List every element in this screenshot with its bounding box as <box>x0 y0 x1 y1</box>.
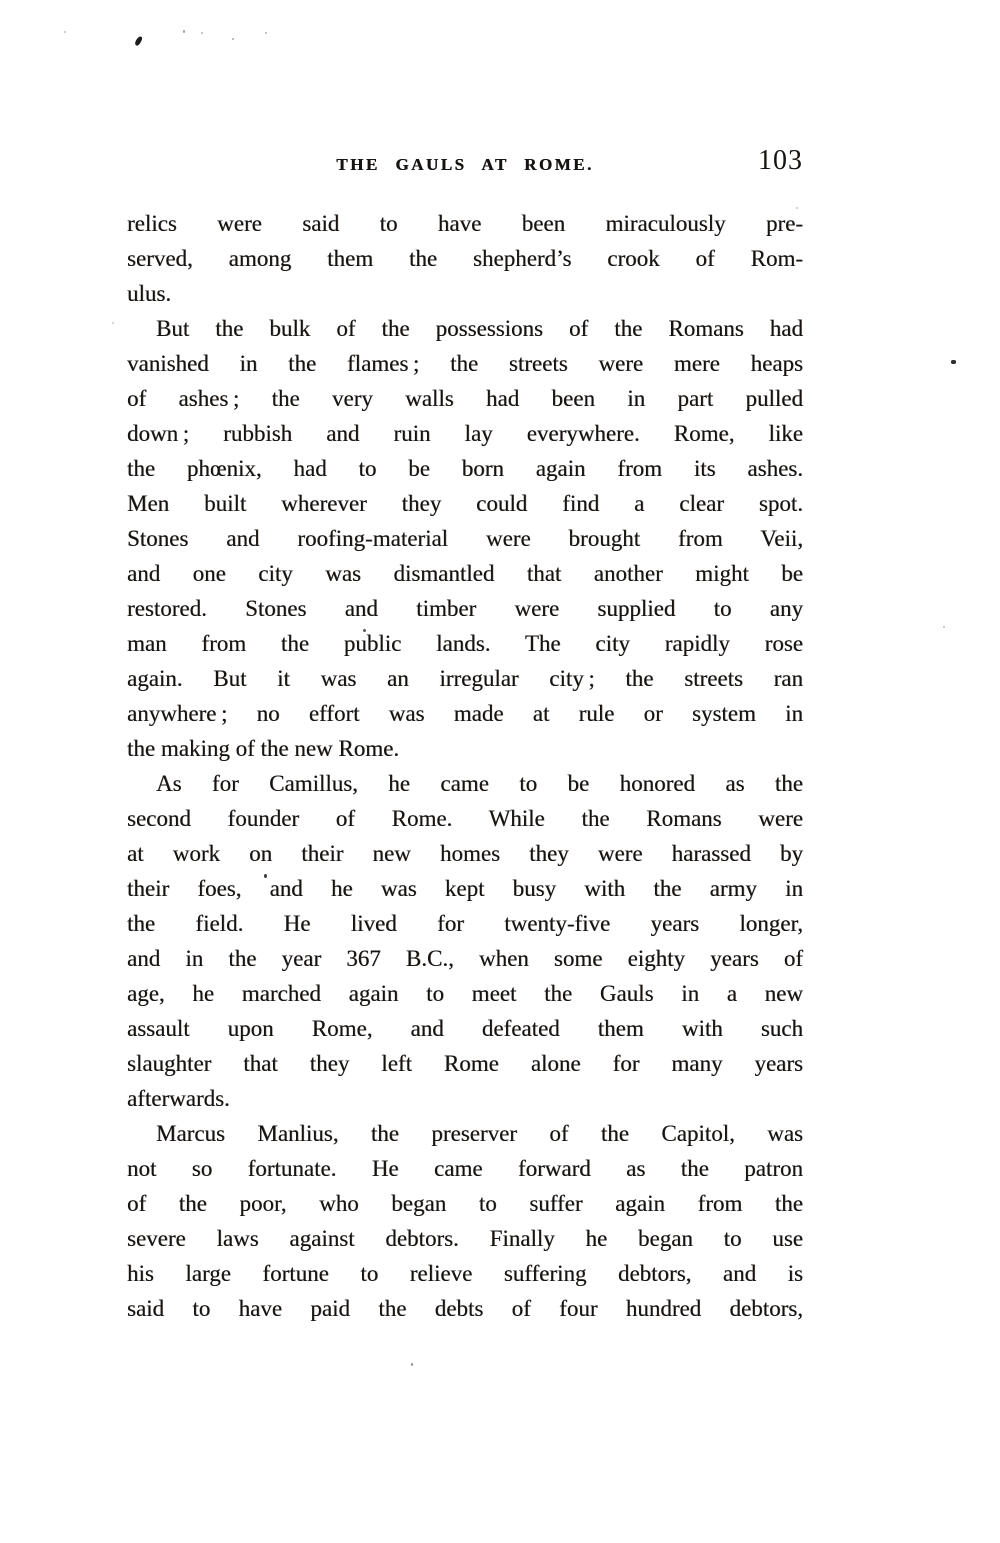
text-line: not so fortunate. He came forward as the patron <box>127 1156 803 1181</box>
scan-speck <box>951 360 956 364</box>
running-title: THE GAULS AT ROME. <box>336 155 594 174</box>
scan-speck <box>64 31 66 33</box>
paragraph <box>127 1116 803 1326</box>
text-line: served, among them the shepherd’s crook of Rom- <box>127 246 803 271</box>
text-line: age, he marched again to meet the Gauls in a new <box>127 981 803 1006</box>
text-line: their foes, and he was kept busy with the army in <box>127 876 803 901</box>
text-line: at work on their new homes they were harassed by <box>127 841 803 866</box>
text-line: of the poor, who began to suffer again from the <box>127 1191 803 1216</box>
paragraph <box>127 206 803 311</box>
scan-speck <box>183 30 185 33</box>
text-line: second founder of Rome. While the Romans were <box>127 806 803 831</box>
page-number: 103 <box>758 145 803 176</box>
paragraph <box>127 766 803 1116</box>
scan-speck <box>232 38 234 40</box>
text-line: As for Camillus, he came to be honored as the <box>156 771 803 796</box>
text-line: and one city was dismantled that another might be <box>127 561 803 586</box>
text-line: the field. He lived for twenty-five years longer, <box>127 911 803 936</box>
text-line: and in the year 367 B.C., when some eighty years of <box>127 946 803 971</box>
text-line: Men built wherever they could find a clear spot. <box>127 491 803 516</box>
text-line: But the bulk of the possessions of the Romans had <box>156 316 803 341</box>
text-line: Stones and roofing-material were brought from Veii, <box>127 526 803 551</box>
scan-speck <box>943 626 945 628</box>
text-line: slaughter that they left Rome alone for many years <box>127 1051 803 1076</box>
text-line: again. But it was an irregular city ; the streets ran <box>127 666 803 691</box>
text-line: down ; rubbish and ruin lay everywhere. Rome, like <box>127 421 803 446</box>
text-line: restored. Stones and timber were supplied to any <box>127 596 803 621</box>
text-line: his large fortune to relieve suffering debtors, and is <box>127 1261 803 1286</box>
page-header <box>127 145 803 181</box>
text-line: Marcus Manlius, the preserver of the Capitol, was <box>156 1121 803 1146</box>
text-line: relics were said to have been miraculously pre- <box>127 211 803 236</box>
text-line: severe laws against debtors. Finally he began to use <box>127 1226 803 1251</box>
text-line: the making of the new Rome. <box>127 736 400 761</box>
scan-speck <box>201 32 203 34</box>
text-line: man from the public lands. The city rapidly rose <box>127 631 803 656</box>
text-line: anywhere ; no effort was made at rule or system in <box>127 701 803 726</box>
text-line: assault upon Rome, and defeated them with such <box>127 1016 803 1041</box>
text-line: the phœnix, had to be born again from its ashes. <box>127 456 803 481</box>
text-line: of ashes ; the very walls had been in part pulled <box>127 386 803 411</box>
text-line: vanished in the flames ; the streets were mere heaps <box>127 351 803 376</box>
scan-speck <box>411 1363 413 1366</box>
text-line: said to have paid the debts of four hundred debtors, <box>127 1296 803 1321</box>
scan-speck <box>265 32 267 34</box>
page-body <box>127 206 803 1326</box>
paragraph <box>127 311 803 766</box>
scan-speck <box>112 322 114 324</box>
text-line: ulus. <box>127 281 172 306</box>
text-line: afterwards. <box>127 1086 230 1111</box>
scan-speck <box>134 35 143 46</box>
